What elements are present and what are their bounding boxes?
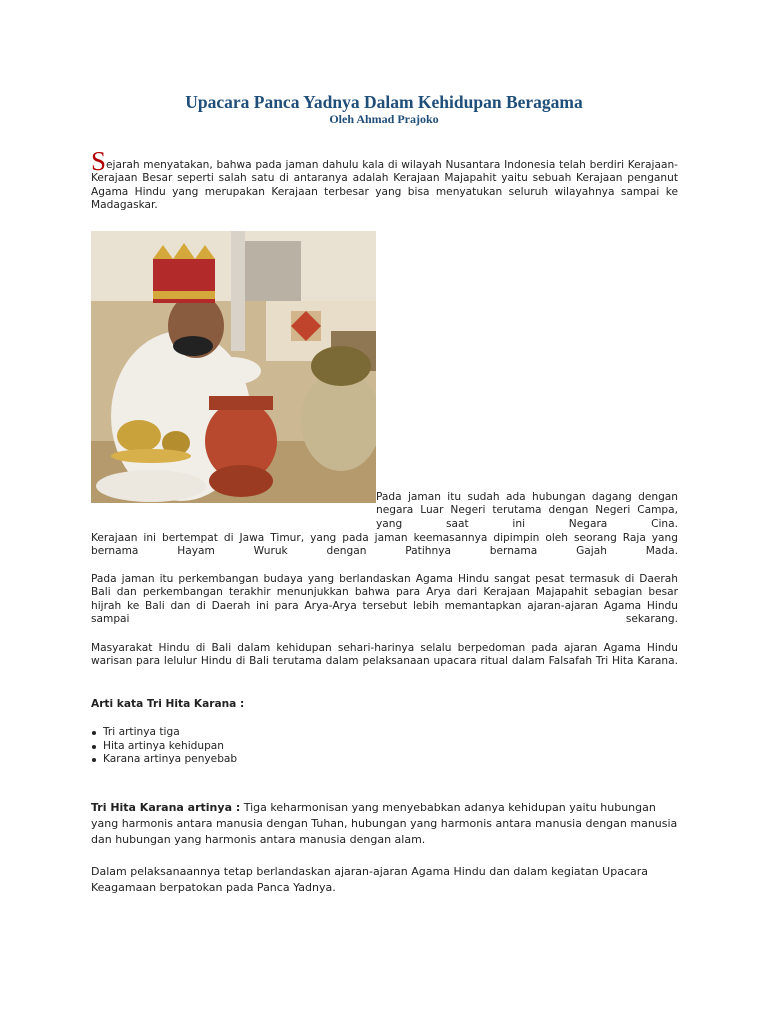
intro-text: ejarah menyatakan, bahwa pada jaman dahulu kala di wilayah Nusantara Indonesia telah berdiri Kerajaan-Kerajaan Besar seperti salah satu di antaranya adalah Kerajaan Majapahit yaitu sebuah Kerajaan penganut Agama Hindu yang merupakan Kerajaan terbesar yang bisa menyatukan seluruh wilayahnya sampai ke Madagaskar. <box>91 159 678 211</box>
paragraph-definition <box>91 800 678 848</box>
list-item: Karana artinya penyebab <box>91 753 237 767</box>
definition-label: Tri Hita Karana artinya : <box>91 801 241 814</box>
list-item: Hita artinya kehidupan <box>91 740 237 754</box>
drop-cap: S <box>91 146 107 176</box>
ceremony-photo <box>91 231 376 503</box>
photo-caption-text: Pada jaman itu sudah ada hubungan dagang dengan negara Luar Negeri terutama dengan Negeri Campa, yang saat ini Negara Cina. <box>376 491 678 530</box>
paragraph-perkembangan: Pada jaman itu perkembangan budaya yang berlandaskan Agama Hindu sangat pesat termasuk di Daerah Bali dan perkembangan terakhir menunjukkan bahwa para Arya dari Kerajaan Majapahit sebagian besar hijrah ke Bali dan di Daerah ini para Arya-Arya tersebut lebih memantapkan ajaran-ajaran Agama Hindu sampai sekarang. <box>91 573 678 625</box>
paragraph-kerajaan: Kerajaan ini bertempat di Jawa Timur, yang pada jaman keemasannya dipimpin oleh seorang Raja yang bernama Hayam Wuruk dengan Patihnya bernama Gajah Mada. <box>91 532 678 558</box>
author-byline: Oleh Ahmad Prajoko <box>329 112 439 126</box>
heading-arti-kata: Arti kata Tri Hita Karana : <box>91 698 245 710</box>
definition-text: Tiga keharmonisan yang menyebabkan adanya kehidupan yaitu hubungan yang harmonis antara manusia dengan Tuhan, hubungan yang harmonis antara manusia dengan manusia dan hubungan yang harmonis antara manusia dengan alam. <box>91 801 678 846</box>
document-title: Upacara Panca Yadnya Dalam Kehidupan Beragama <box>185 92 583 112</box>
list-item: Tri artinya tiga <box>91 726 237 740</box>
paragraph-masyarakat: Masyarakat Hindu di Bali dalam kehidupan sehari-harinya selalu berpedoman pada ajaran Agama Hindu warisan para lelulur Hindu di Bali terutama dalam pelaksanaan upacara ritual dalam Falsafah Tri Hita Karana. <box>91 642 678 668</box>
paragraph-closing: Dalam pelaksanaannya tetap berlandaskan ajaran-ajaran Agama Hindu dan dalam kegiatan Upacara Keagamaan berpatokan pada Panca Yadnya. <box>91 865 649 894</box>
tri-hita-karana-list <box>91 726 237 767</box>
intro-paragraph <box>91 146 678 212</box>
